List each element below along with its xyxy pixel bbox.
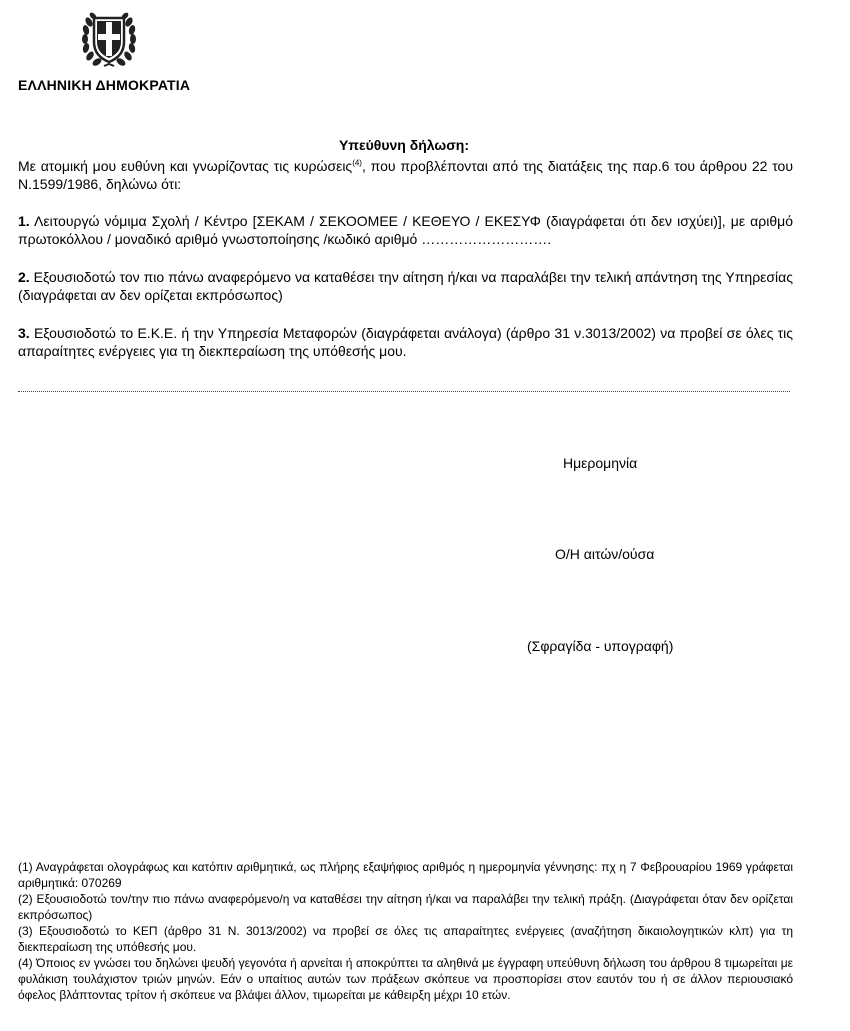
item-number: 1.	[18, 213, 30, 229]
intro-text: Με ατομική μου ευθύνη και γνωρίζοντας τις κυρώσεις	[18, 158, 353, 174]
declaration-item-1	[18, 212, 793, 248]
footnotes	[18, 859, 793, 1003]
item-number: 3.	[18, 325, 30, 341]
footnote-4: (4) Όποιος εν γνώσει του δηλώνει ψευδή γεγονότα ή αρνείται ή αποκρύπτει τα αληθινά με έγγραφη υπεύθυνη δήλωση του άρθρου 8 τιμωρείται με φυλάκιση τουλάχιστον τριών μηνών. Εάν ο υπαίτιος αυτών των πράξεων σκόπευε να προσπορίσει στον εαυτόν του ή σε άλλον περιουσιακό όφελος βλάπτοντας τρίτον ή σκόπευε να βλάψει άλλον, τιμωρείται με κάθειρξη μέχρι 10 ετών.	[18, 956, 793, 1002]
republic-heading: ΕΛΛΗΝΙΚΗ ΔΗΜΟΚΡΑΤΙΑ	[18, 77, 191, 93]
intro-footnote-ref: (4)	[352, 158, 362, 168]
intro-text-continued: , που προβλέπονται από της διατάξεις της παρ.6 του άρθρου 22 του Ν.1599/1986, δηλώνω ότι:	[18, 158, 793, 192]
item-number: 2.	[18, 269, 30, 285]
declaration-item-3	[18, 324, 793, 360]
date-label: Ημερομηνία	[563, 455, 638, 471]
applicant-label: Ο/Η αιτών/ούσα	[555, 546, 655, 562]
footnote-2: (2) Εξουσιοδοτώ τον/την πιο πάνω αναφερόμενο/η να καταθέσει την αίτηση ή/και να παραλάβει την τελική πράξη. (Διαγράφεται όταν δεν ορίζεται εκπρόσωπος)	[18, 892, 793, 922]
item-text: Εξουσιοδοτώ τον πιο πάνω αναφερόμενο να καταθέσει την αίτηση ή/και να παραλάβει την τελική απάντηση της Υπηρεσίας (διαγράφεται αν δεν ορίζεται εκπρόσωπος)	[18, 269, 793, 303]
declaration-item-2	[18, 268, 793, 304]
document-title: Υπεύθυνη δήλωση:	[338, 137, 470, 153]
greek-emblem-icon	[80, 8, 138, 70]
intro-paragraph	[18, 157, 793, 193]
footnote-3: (3) Εξουσιοδοτώ το ΚΕΠ (άρθρο 31 Ν. 3013/2002) να προβεί σε όλες τις απαραίτητες ενέργειες (αναζήτηση δικαιολογητικών κλπ) για τη διεκπεραίωση της υπόθεσής μου.	[18, 924, 793, 954]
stamp-signature-label: (Σφραγίδα - υπογραφή)	[527, 638, 674, 654]
dotted-fill-line	[18, 381, 790, 392]
item-text: Λειτουργώ νόμιμα Σχολή / Κέντρο [ΣΕΚΑΜ / ΣΕΚΟΟΜΕΕ / ΚΕΘΕΥΟ / ΕΚΕΣΥΦ (διαγράφεται ότι δεν ισχύει)], με αριθμό πρωτοκόλλου / μοναδικό αριθμό γνωστοποίησης /κωδικό αριθμό ……………………….	[18, 213, 793, 247]
footnote-1: (1) Αναγράφεται ολογράφως και κατόπιν αριθμητικά, ως πλήρης εξαψήφιος αριθμός η ημερομηνία γέννησης: πχ η 7 Φεβρουαρίου 1969 γράφεται αριθμητικά: 070269	[18, 860, 793, 890]
item-text: Εξουσιοδοτώ το Ε.Κ.Ε. ή την Υπηρεσία Μεταφορών (διαγράφεται ανάλογα) (άρθρο 31 ν.3013/2002) να προβεί σε όλες τις απαραίτητες ενέργειες για τη διεκπεραίωση της υπόθεσής μου.	[18, 325, 793, 359]
